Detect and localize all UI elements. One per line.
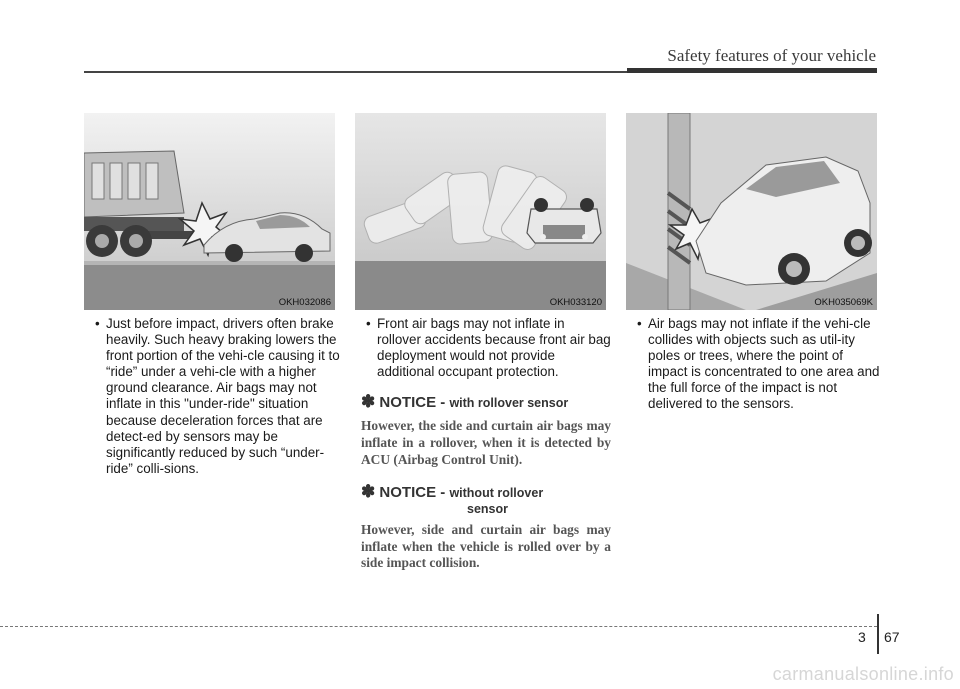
column-middle [361,316,611,572]
bullet-icon: • [95,316,100,331]
notice-label: NOTICE - [379,394,446,412]
page-number: 67 [884,629,900,645]
header-rule [84,71,629,73]
bullet-icon: • [366,316,371,331]
column-right [632,316,882,413]
chapter-number: 3 [858,629,866,645]
underride-collision-illustration [84,113,335,310]
figure-code: OKH033120 [549,297,602,308]
bullet-text: Just before impact, drivers often brake heavily. Such heavy braking lowers the front portion of the vehi-cle causing it to “ride” under a vehi-cle with a higher ground clearance. Air bags may not inflate in this "under-ride" situation because deceleration forces that are detect-ed by sensors may be significantly reduced by such “under-ride” colli-sions. [106,316,340,476]
footer-divider [877,614,879,654]
notice-symbol-icon: ✽ [361,482,376,502]
figure-code: OKH035069K [814,297,873,308]
notice-heading-with-sensor [361,392,611,412]
figure-code: OKH032086 [278,297,331,308]
notice-label: NOTICE - [379,484,446,502]
column-left [90,316,340,477]
figure-pole-collision [626,113,877,310]
footer-rule [0,626,877,627]
notice-body: However, the side and curtain air bags may inflate in a rollover, when it is detected by ACU (Airbag Control Unit). [361,418,611,467]
notice-symbol-icon: ✽ [361,392,376,412]
section-title: Safety features of your vehicle [667,46,876,65]
figure-rollover [355,113,606,310]
pole-collision-illustration [626,113,877,310]
notice-body: However, side and curtain air bags may inflate when the vehicle is rolled over by a side impact collision. [361,522,611,571]
bullet-paragraph [90,316,340,477]
watermark-text: carmanualsonline.info [772,664,954,684]
figure-underride [84,113,335,310]
bullet-paragraph [632,316,882,413]
bullet-text: Air bags may not inflate if the vehi-cle collides with objects such as util-ity poles or trees, where the point of impact is concentrated to one area and the full force of the impact is not delivered to the sensors. [648,316,880,412]
notice-subtitle: without rollover [449,486,544,501]
notice-subtitle: with rollover sensor [449,396,569,411]
bullet-text: Front air bags may not inflate in rollover accidents because front air bag deployment would not provide additional occupant protection. [377,316,611,380]
rollover-illustration [355,113,606,310]
header-rule-accent [627,68,877,73]
bullet-icon: • [637,316,642,331]
bullet-paragraph [361,316,611,380]
notice-heading-without-sensor [361,482,611,516]
notice-subtitle-continued: sensor [467,502,508,517]
